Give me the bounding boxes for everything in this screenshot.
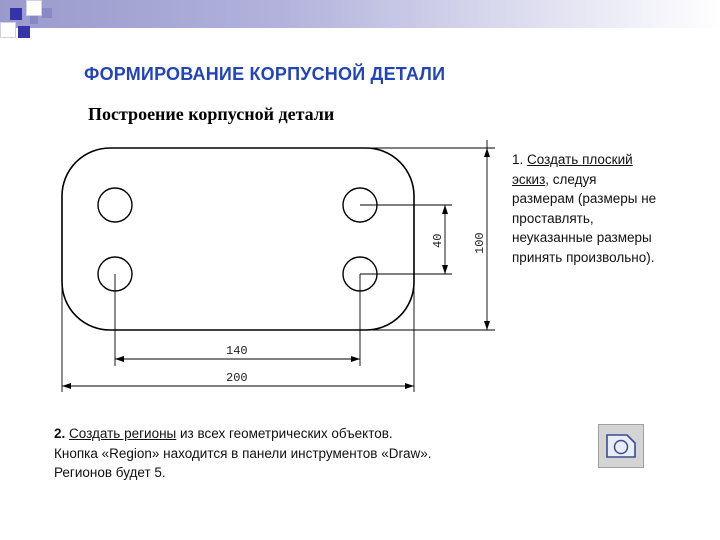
step2-link: Создать регионы [69,426,177,441]
decor-square [0,22,16,38]
step2-body-b: Кнопка «Region» находится в панели инструментов «Draw». [54,445,432,461]
decor-square [26,0,42,16]
drawing-title: Построение корпусной детали [88,104,335,124]
step2-body-a: из всех геометрических объектов. [176,426,393,441]
step1-text [512,150,662,267]
step2-number: 2. [54,426,66,441]
dim-label-40: 40 [431,233,445,248]
decor-square [42,8,52,18]
step1-link: Создать плоский эскиз [512,152,633,187]
step2-body-c: Регионов будет 5. [54,465,166,480]
part-sketch [40,130,510,400]
region-icon [599,425,643,467]
dim-label-100: 100 [473,232,487,254]
step2-text [54,424,574,483]
step1-number: 1. [512,152,524,167]
dim-label-140: 140 [226,344,248,358]
header-stripe [0,0,720,28]
decor-square [30,16,38,24]
region-button[interactable] [598,424,644,468]
step1-body: , следуя размерам (размеры не проставлять, неуказанные размеры принять произвольно). [512,171,657,265]
dim-label-200: 200 [226,371,248,385]
decor-square [18,26,30,38]
slide-title: ФОРМИРОВАНИЕ КОРПУСНОЙ ДЕТАЛИ [84,64,446,84]
hole-top-left [98,188,132,222]
decor-square [10,8,22,20]
